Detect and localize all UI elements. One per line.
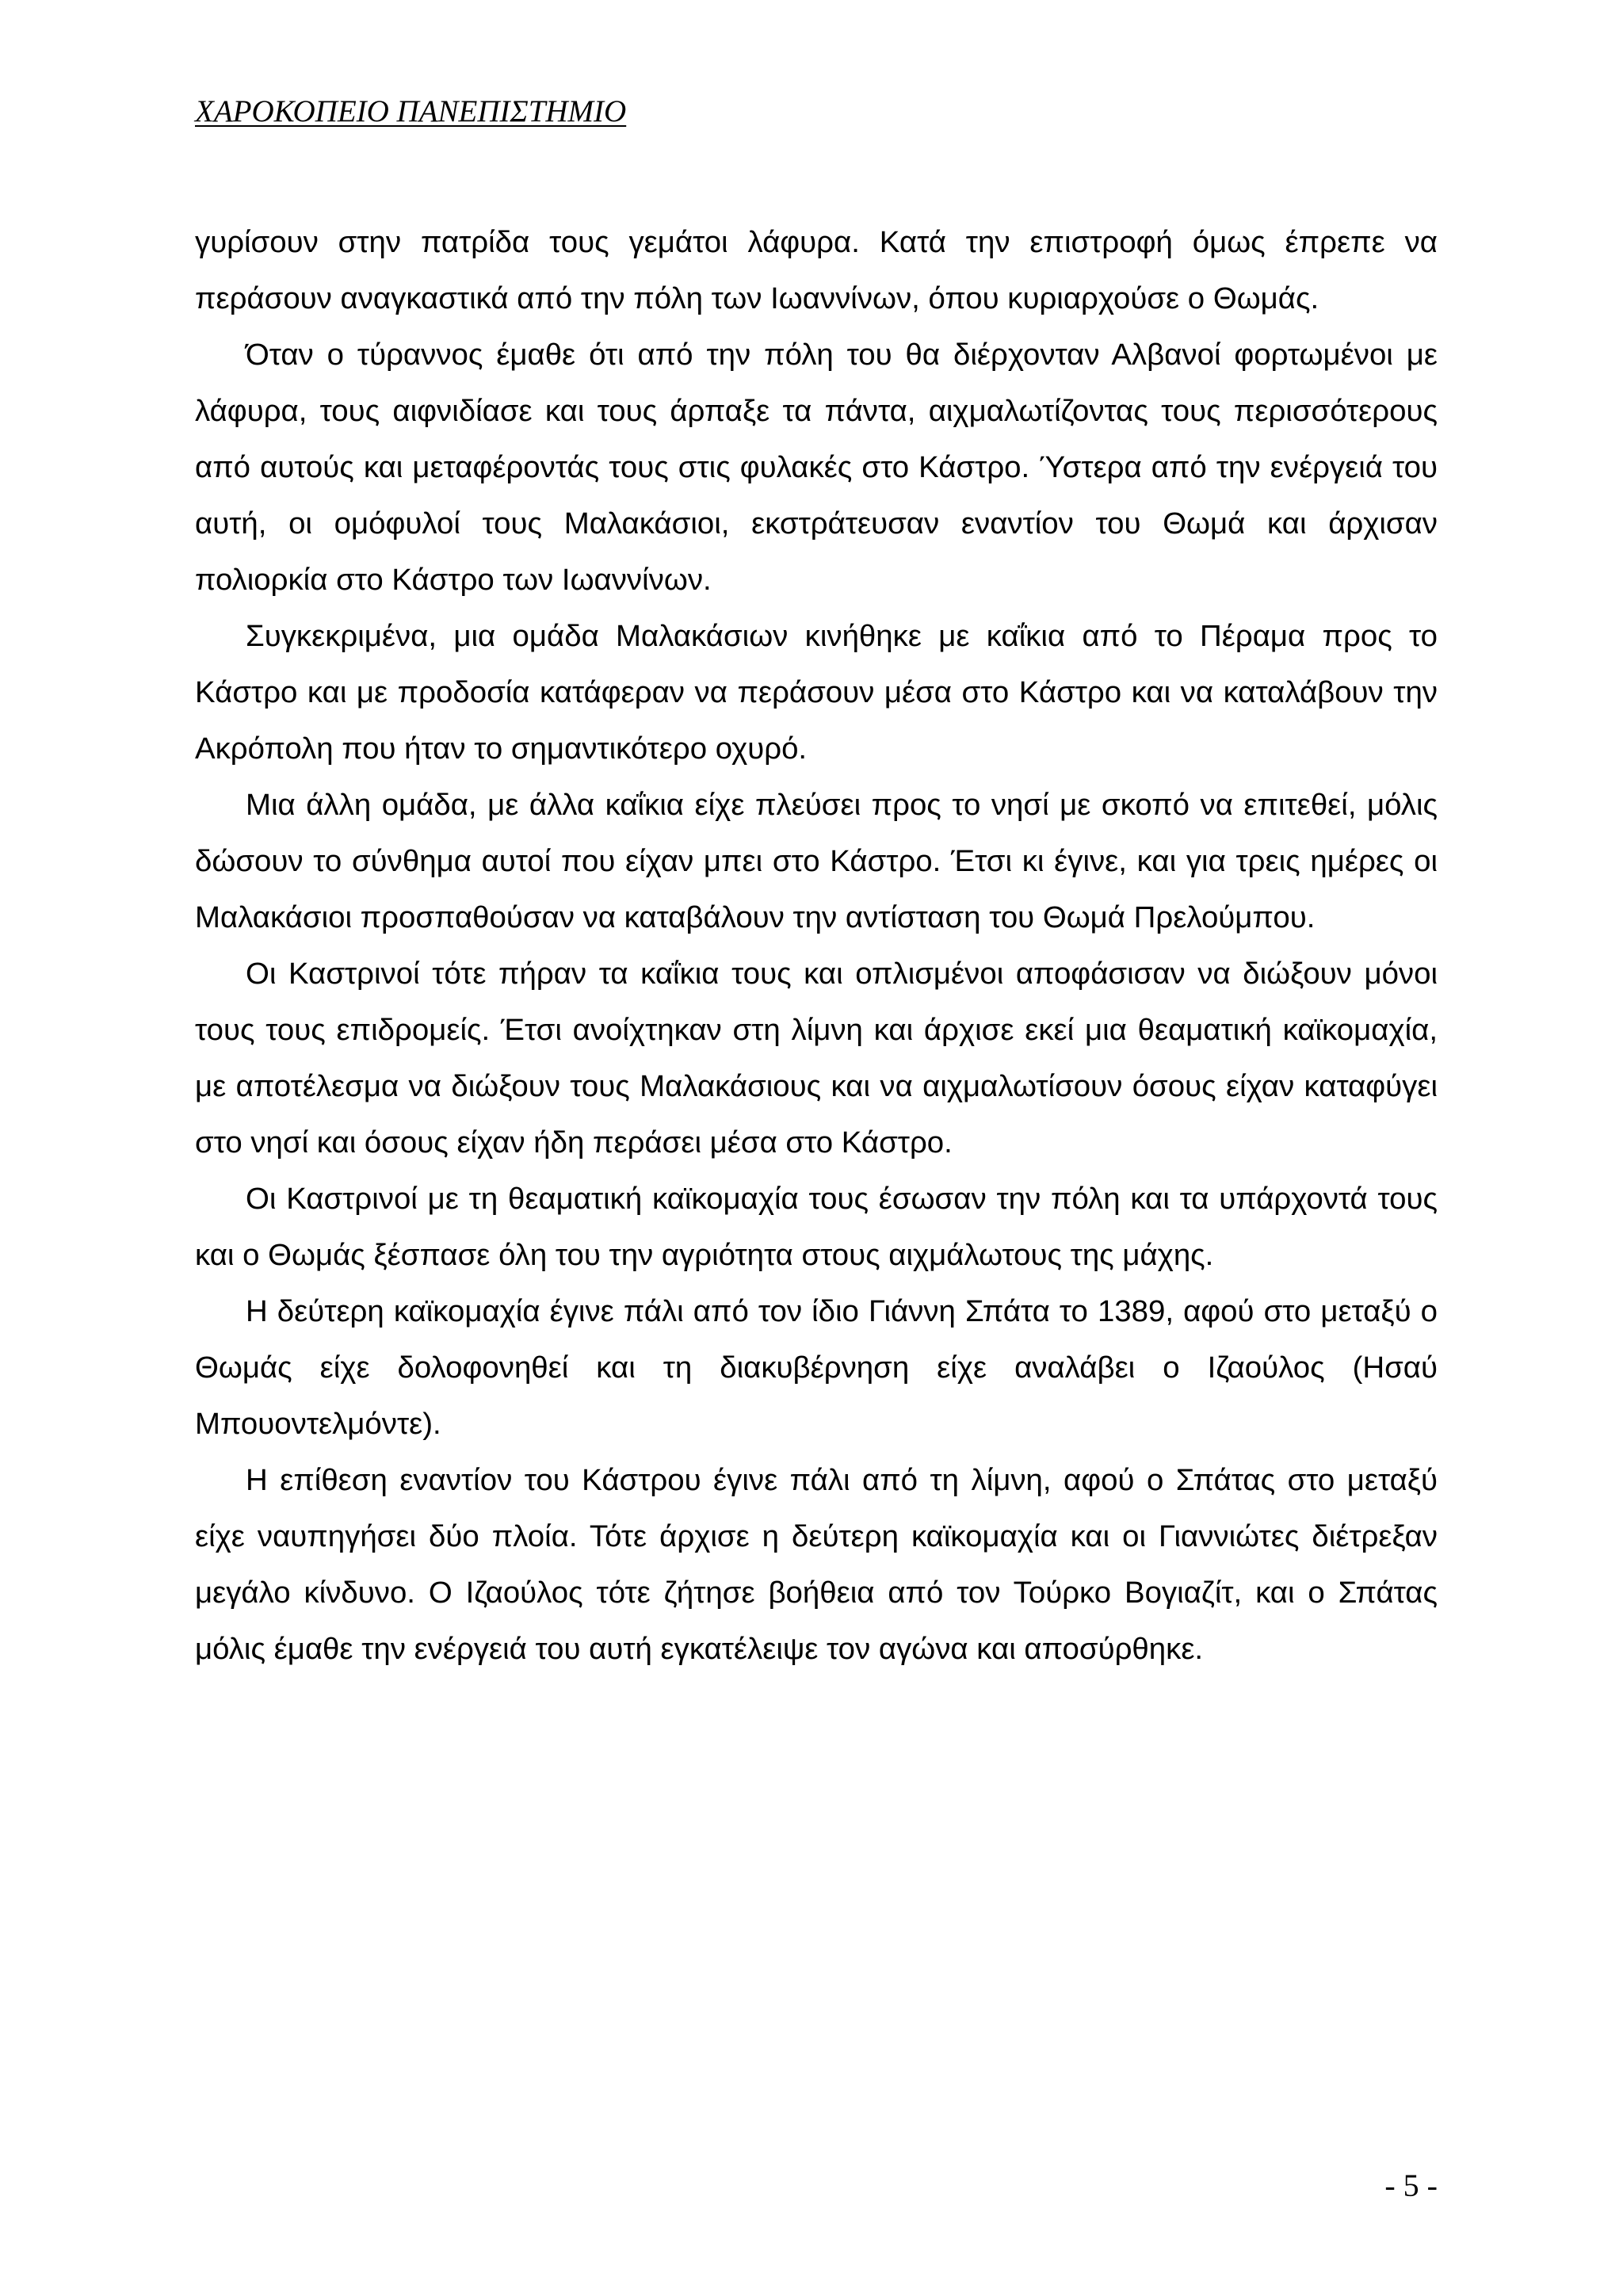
paragraph: Η δεύτερη καϊκομαχία έγινε πάλι από τον ίδιο Γιάννη Σπάτα το 1389, αφού στο μεταξύ ο Θωμάς είχε δολοφονηθεί και τη διακυβέρνηση είχε αναλάβει ο Ιζαούλος (Ησαύ Μπουοντελμόντε). [195, 1294, 1438, 1441]
paragraph: Όταν ο τύραννος έμαθε ότι από την πόλη του θα διέρχονταν Αλβανοί φορτωμένοι με λάφυρα, τους αιφνιδίασε και τους άρπαξε τα πάντα, αιχμαλωτίζοντας τους περισσότερους από αυτούς και μεταφέροντάς τους στις φυλακές στο Κάστρο. Ύστερα από την ενέργειά του αυτή, οι ομόφυλοί τους Μαλακάσιοι, εκστράτευσαν εναντίον του Θωμά και άρχισαν πολιορκία στο Κάστρο των Ιωαννίνων. [195, 338, 1438, 597]
page-number: - 5 - [1384, 2168, 1438, 2203]
running-header: ΧΑΡΟΚΟΠΕΙΟ ΠΑΝΕΠΙΣΤΗΜΙΟ [195, 94, 627, 128]
paragraph: Μια άλλη ομάδα, με άλλα καΐκια είχε πλεύσει προς το νησί με σκοπό να επιτεθεί, μόλις δώσουν το σύνθημα αυτοί που είχαν μπει στο Κάστρο. Έτσι κι έγινε, και για τρεις ημέρες οι Μαλακάσιοι προσπαθούσαν να καταβάλουν την αντίσταση του Θωμά Πρελούμπου. [195, 788, 1438, 934]
paragraph: Οι Καστρινοί με τη θεαματική καϊκομαχία τους έσωσαν την πόλη και τα υπάρχοντά τους και ο Θωμάς ξέσπασε όλη του την αγριότητα στους αιχμάλωτους της μάχης. [195, 1182, 1438, 1272]
body-text [195, 214, 1438, 1677]
paragraph: γυρίσουν στην πατρίδα τους γεμάτοι λάφυρα. Κατά την επιστροφή όμως έπρεπε να περάσουν αναγκαστικά από την πόλη των Ιωαννίνων, όπου κυριαρχούσε ο Θωμάς. [195, 225, 1438, 315]
paragraph: Οι Καστρινοί τότε πήραν τα καΐκια τους και οπλισμένοι αποφάσισαν να διώξουν μόνοι τους τους επιδρομείς. Έτσι ανοίχτηκαν στη λίμνη και άρχισε εκεί μια θεαματική καϊκομαχία, με αποτέλεσμα να διώξουν τους Μαλακάσιους και να αιχμαλωτίσουν όσους είχαν καταφύγει στο νησί και όσους είχαν ήδη περάσει μέσα στο Κάστρο. [195, 957, 1438, 1159]
paragraph: Συγκεκριμένα, μια ομάδα Μαλακάσιων κινήθηκε με καΐκια από το Πέραμα προς το Κάστρο και με προδοσία κατάφεραν να περάσουν μέσα στο Κάστρο και να καταλάβουν την Ακρόπολη που ήταν το σημαντικότερο οχυρό. [195, 619, 1438, 766]
paragraph: Η επίθεση εναντίον του Κάστρου έγινε πάλι από τη λίμνη, αφού ο Σπάτας στο μεταξύ είχε ναυπηγήσει δύο πλοία. Τότε άρχισε η δεύτερη καϊκομαχία και οι Γιαννιώτες διέτρεξαν μεγάλο κίνδυνο. Ο Ιζαούλος τότε ζήτησε βοήθεια από τον Τούρκο Βογιαζίτ, και ο Σπάτας μόλις έμαθε την ενέργειά του αυτή εγκατέλειψε τον αγώνα και αποσύρθηκε. [195, 1463, 1438, 1666]
